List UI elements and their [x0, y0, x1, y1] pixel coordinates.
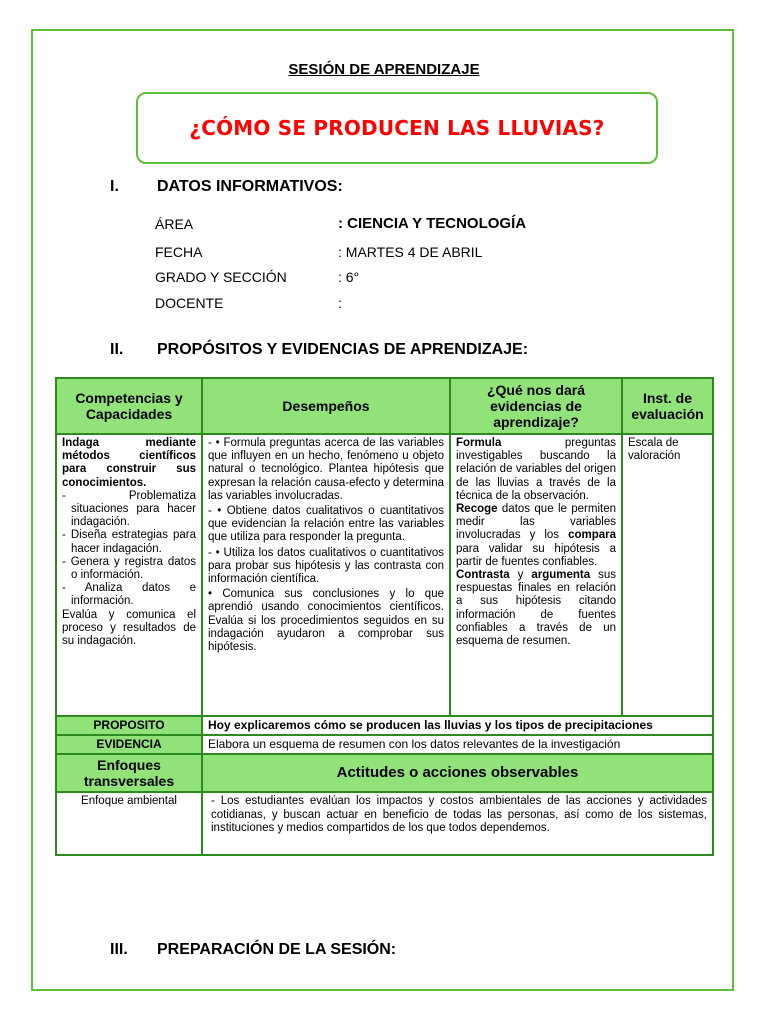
enfoque-row	[56, 792, 713, 855]
proposito-text: Hoy explicaremos cómo se producen las lluvias y los tipos de precipitaciones	[202, 716, 713, 735]
header-competencias: Competencias y Capacidades	[56, 378, 202, 434]
evidencia-row	[56, 735, 713, 754]
evidencias-cell	[450, 434, 622, 716]
table-header-row	[56, 378, 713, 434]
evidencia-verb: Recoge	[456, 503, 498, 516]
actitudes-label: Actitudes o acciones observables	[202, 754, 713, 792]
info-label: FECHA	[155, 244, 203, 260]
desempeno-item: - • Formula preguntas acerca de las variables que influyen en un hecho, fenómeno u objeto natural o tecnológico. Plantea hipótesis que expresan la relación causa-efecto y determina las variables involucradas.	[208, 437, 444, 502]
instrumento-cell: Escala de valoración	[622, 434, 713, 716]
desempenos-list	[208, 437, 444, 654]
competencia-title: Indaga mediante métodos científicos para construir sus conocimientos.	[62, 437, 196, 489]
section-2-title: PROPÓSITOS Y EVIDENCIAS DE APRENDIZAJE:	[157, 341, 529, 358]
desempenos-cell	[202, 434, 450, 716]
evidencia-verb: argumenta	[531, 569, 591, 582]
session-title: ¿CÓMO SE PRODUCEN LAS LLUVIAS?	[189, 116, 605, 140]
evidencia-verb: compara	[568, 529, 616, 542]
evidencia-text: preguntas investigables buscando la relación de variables del origen de las lluvias a través de la técnica de la observación.	[456, 437, 616, 502]
enfoque-text: - Los estudiantes evalúan los impactos y costos ambientales de las acciones y actividades cotidianas, y buscan actuar en beneficio de todas las personas, así como de los sistemas, instituciones y medios compartidos de los que todos dependemos.	[202, 792, 713, 855]
section-1-title: DATOS INFORMATIVOS:	[157, 178, 343, 195]
capacidad-item: - Analiza datos e información.	[62, 582, 196, 608]
competencias-cell	[56, 434, 202, 716]
header-instrumento: Inst. de evaluación	[622, 378, 713, 434]
section-2-number: II.	[110, 341, 124, 358]
info-label: ÁREA	[155, 216, 194, 232]
info-label: DOCENTE	[155, 295, 224, 311]
capacidad-item: - Diseña estrategias para hacer indagación.	[62, 529, 196, 555]
competencia-footer: Evalúa y comunica el proceso y resultados de su indagación.	[62, 608, 196, 648]
desempeno-item: • Comunica sus conclusiones y lo que aprendió usando conocimientos científicos. Evalúa si los procedimientos seguidos en su indagación ayudaron a comprobar sus hipótesis.	[208, 588, 444, 654]
evidencia-text: Elabora un esquema de resumen con los datos relevantes de la investigación	[202, 735, 713, 754]
session-label: SESIÓN DE APRENDIZAJE	[288, 61, 480, 78]
header-evidencias: ¿Qué nos dará evidencias de aprendizaje?	[450, 378, 622, 434]
section-3-number: III.	[110, 941, 128, 958]
session-heading	[0, 61, 768, 78]
evidencia-item	[456, 569, 616, 648]
info-value: : CIENCIA Y TECNOLOGÍA	[338, 215, 527, 232]
section-3-title: PREPARACIÓN DE LA SESIÓN:	[157, 941, 397, 958]
info-value: : MARTES 4 DE ABRIL	[338, 244, 483, 260]
enfoques-header-row	[56, 754, 713, 792]
evidencia-verb: Formula	[456, 437, 502, 449]
enfoque-name: Enfoque ambiental	[56, 792, 202, 855]
evidencia-item	[456, 437, 616, 503]
desempeno-item: - • Obtiene datos cualitativos o cuantitativos que evidencian la relación entre las variables que utiliza para responder la pregunta.	[208, 505, 444, 544]
evidencia-text: datos que le permiten medir las variables involucradas y los	[456, 503, 616, 542]
evidencia-label: EVIDENCIA	[56, 735, 202, 754]
table-row	[56, 434, 713, 716]
capacidades-list	[62, 490, 196, 609]
desempeno-item: - • Utiliza los datos cualitativos o cuantitativos para probar sus hipótesis y las contrasta con información científica.	[208, 546, 444, 586]
title-box	[136, 92, 658, 164]
header-desempenos: Desempeños	[202, 378, 450, 434]
evidencia-item	[456, 503, 616, 569]
evidencia-text: y	[509, 569, 532, 582]
evidencia-text: para validar su hipótesis a partir de fuentes confiables.	[456, 542, 616, 568]
learning-table	[55, 377, 714, 856]
enfoques-label: Enfoques transversales	[56, 754, 202, 792]
section-1-number: I.	[110, 178, 119, 195]
info-value: :	[338, 295, 342, 311]
capacidad-item: - Genera y registra datos o información.	[62, 555, 196, 582]
evidencia-text: sus respuestas finales en relación a sus hipótesis citando información de fuentes confiables a través de un esquema de resumen.	[456, 569, 617, 648]
info-label: GRADO Y SECCIÓN	[155, 269, 287, 285]
evidencia-verb: Contrasta	[456, 569, 510, 582]
capacidad-item: - Problematiza situaciones para hacer indagación.	[62, 489, 196, 529]
proposito-label: PROPOSITO	[56, 716, 202, 735]
proposito-row	[56, 716, 713, 735]
info-value: : 6°	[338, 269, 360, 285]
